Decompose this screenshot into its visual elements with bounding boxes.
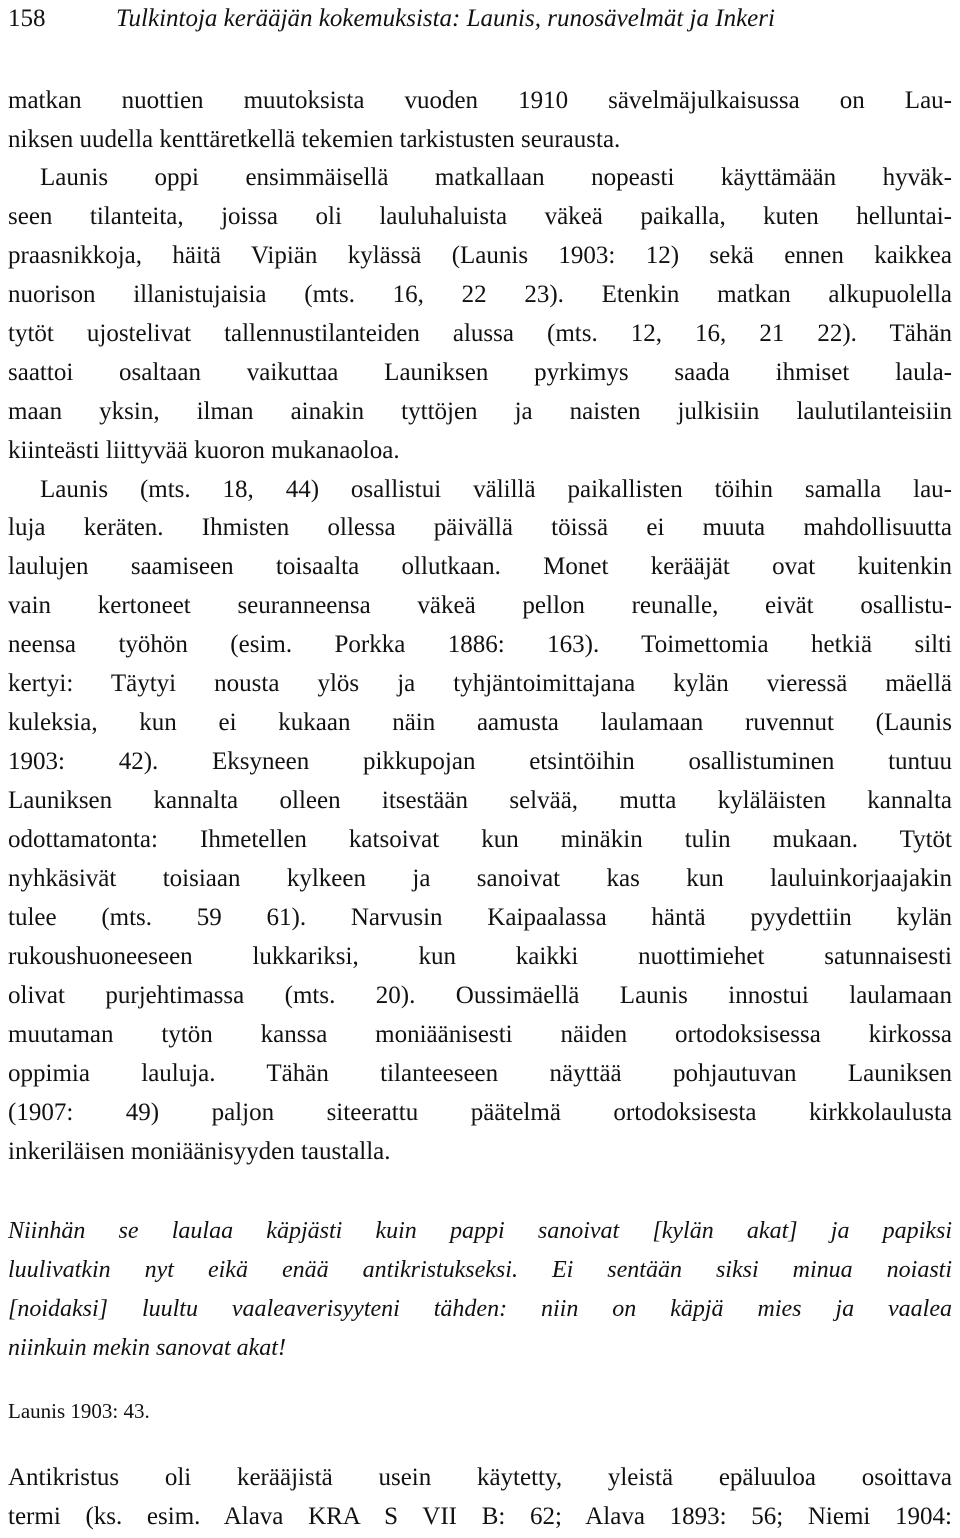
- text-line: vain kertoneet seuranneensa väkeä pellon reunalle, eivät osallistu-: [8, 592, 952, 619]
- text-line: tulee (mts. 59 61). Narvusin Kaipaalassa häntä pyydettiin kylän: [8, 904, 952, 931]
- text-line: luja keräten. Ihmisten ollessa päivällä töissä ei muuta mahdollisuutta: [8, 514, 952, 541]
- text-line: olivat purjehtimassa (mts. 20). Oussimäellä Launis innostui laulamaan: [8, 982, 952, 1009]
- text-line: tytöt ujostelivat tallennustilanteiden alussa (mts. 12, 16, 21 22). Tähän: [8, 320, 952, 347]
- text-line: matkan nuottien muutoksista vuoden 1910 sävelmäjulkaisussa on Lau-: [8, 87, 952, 114]
- text-line: 1903: 42). Eksyneen pikkupojan etsintöihin osallistuminen tuntuu: [8, 748, 952, 775]
- quote-source: Launis 1903: 43.: [8, 1399, 150, 1423]
- text-line: Launis oppi ensimmäisellä matkallaan nopeasti käyttämään hyväk-: [40, 164, 952, 191]
- quote-line: luulivatkin nyt eikä enää antikristukseksi. Ei sentään siksi minua noiasti: [8, 1257, 952, 1283]
- text-line: seen tilanteita, joissa oli lauluhaluista väkeä paikalla, kuten helluntai-: [8, 203, 952, 230]
- text-line: niksen uudella kenttäretkellä tekemien tarkistusten seurausta.: [8, 126, 621, 153]
- text-line: neensa työhön (esim. Porkka 1886: 163). Toimettomia hetkiä silti: [8, 631, 952, 658]
- text-line: (1907: 49) paljon siteerattu päätelmä ortodoksisesta kirkkolaulusta: [8, 1099, 952, 1126]
- text-line: kertyi: Täytyi nousta ylös ja tyhjäntoimittajana kylän vieressä mäellä: [8, 670, 952, 697]
- text-line: praasnikkoja, häitä Vipiän kylässä (Launis 1903: 12) sekä ennen kaikkea: [8, 242, 952, 269]
- page-header: [8, 4, 952, 34]
- text-line: nyhkäsivät toisiaan kylkeen ja sanoivat kas kun lauluinkorjaajakin: [8, 865, 952, 892]
- text-line: oppimia lauluja. Tähän tilanteeseen näyttää pohjautuvan Launiksen: [8, 1060, 952, 1087]
- text-line: laulujen saamiseen toisaalta ollutkaan. Monet kerääjät ovat kuitenkin: [8, 553, 952, 580]
- text-line: saattoi osaltaan vaikuttaa Launiksen pyrkimys saada ihmiset laula-: [8, 359, 952, 386]
- text-line: Launis (mts. 18, 44) osallistui välillä paikallisten töihin samalla lau-: [40, 476, 952, 503]
- running-title: Tulkintoja kerääjän kokemuksista: Launis, runosävelmät ja Inkeri: [116, 5, 775, 32]
- quote-line: [noidaksi] luultu vaaleaverisyyteni tähden: niin on käpjä mies ja vaalea: [8, 1296, 952, 1322]
- text-line: Antikristus oli kerääjistä usein käytetty, yleistä epäluuloa osoittava: [8, 1464, 952, 1491]
- page-number: 158: [8, 5, 46, 32]
- text-line: kuleksia, kun ei kukaan näin aamusta laulamaan ruvennut (Launis: [8, 709, 952, 736]
- text-line: nuorison illanistujaisia (mts. 16, 22 23). Etenkin matkan alkupuolella: [8, 281, 952, 308]
- text-line: inkeriläisen moniäänisyyden taustalla.: [8, 1138, 391, 1165]
- text-line: Launiksen kannalta olleen itsestään selvää, mutta kyläläisten kannalta: [8, 787, 952, 814]
- text-line: odottamatonta: Ihmetellen katsoivat kun minäkin tulin mukaan. Tytöt: [8, 826, 952, 853]
- text-line: termi (ks. esim. Alava KRA S VII B: 62; Alava 1893: 56; Niemi 1904:: [8, 1503, 952, 1530]
- text-line: maan yksin, ilman ainakin tyttöjen ja naisten julkisiin laulutilanteisiin: [8, 398, 952, 425]
- text-line: kiinteästi liittyvää kuoron mukanaoloa.: [8, 437, 400, 464]
- quote-line: niinkuin mekin sanovat akat!: [8, 1335, 286, 1361]
- quote-line: Niinhän se laulaa käpjästi kuin pappi sanoivat [kylän akat] ja papiksi: [8, 1218, 952, 1244]
- text-line: rukoushuoneeseen lukkariksi, kun kaikki nuottimiehet satunnaisesti: [8, 943, 952, 970]
- text-line: muutaman tytön kanssa moniäänisesti näiden ortodoksisessa kirkossa: [8, 1021, 952, 1048]
